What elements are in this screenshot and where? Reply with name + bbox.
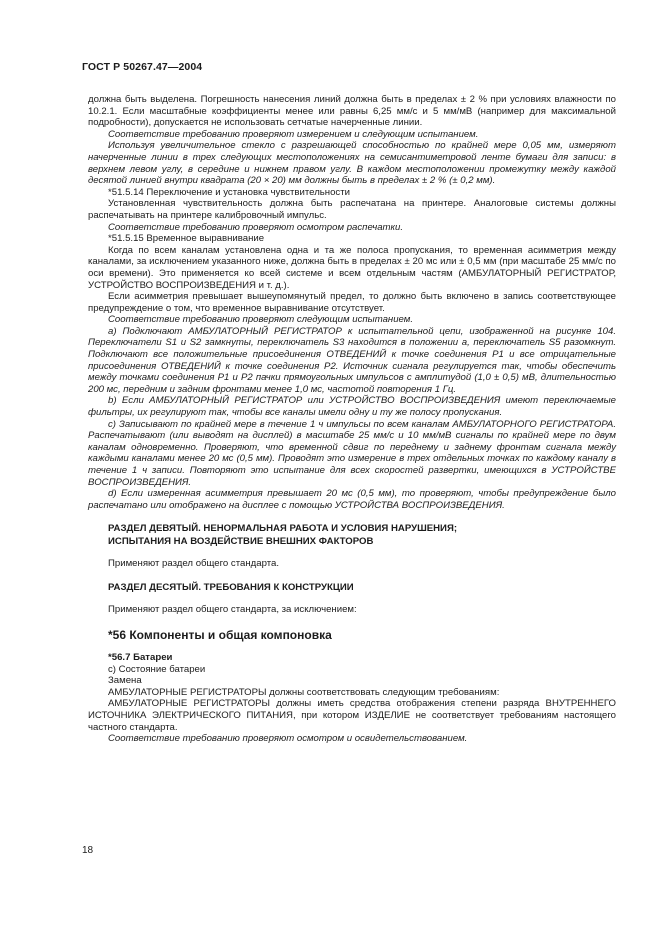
clause-requirement-text: АМБУЛАТОРНЫЕ РЕГИСТРАТОРЫ должны иметь средства отображения степени разряда ВНУТРЕННЕГО ИСТОЧНИКА ЭЛЕКТРИЧЕСКОГО ПИТАНИЯ, при котором ИЗДЕЛИЕ не соответствует требованиям настоящего частного стандарта. [88,698,616,733]
paragraph: Когда по всем каналам установлена одна и та же полоса пропускания, то временная асимметрия между каналами, за исключением указанного ниже, должна быть в пределах ± 20 мс или ± 0,5 мм (при масштабе 25 мм/с по оси времени). Это применяется ко всей системе и всем отдельным частям (АМБУЛАТОРНЫЙ РЕГИСТРАТОР, УСТРОЙСТВО ВОСПРОИЗВЕДЕНИЯ и т. д.). [88,244,616,291]
paragraph: Соответствие требованию проверяют измерением и следующим испытанием. [108,128,479,140]
paragraph: Соответствие требованию проверяют следующим испытанием. [108,314,414,326]
paragraph: Если асимметрия превышает вышеупомянутый предел, то должно быть включено в запись соответствующее предупреждение о том, что временное выравнивание отсутствует. [88,291,616,314]
paragraph: b) Если АМБУЛАТОРНЫЙ РЕГИСТРАТОР или УСТРОЙСТВО ВОСПРОИЗВЕДЕНИЯ имеют переключаемые фильтры, их регулируют так, чтобы все каналы имели одну и ту же полосу пропускания. [88,395,616,419]
paragraph: Соответствие требованию проверяют осмотром распечатки. [108,221,404,233]
paragraph: Установленная чувствительность должна быть распечатана на принтере. Аналоговые системы должны распечатывать на принтере калибровочный импульс. [88,198,616,221]
paragraph: Используя увеличительное стекло с разрешающей способностью по крайней мере 0,05 мм, измеряют начерченные линии в трех следующих местоположениях на семисантиметровой ленте бумаги для записи: в верхнем левом углу, в середине и нижнем правом углу. В каждом местоположении промежутку между каждой десятой линией внутри квадрата (20 × 20) мм должны быть в пределах ± 2 % (± 0,2 мм). [88,140,616,187]
clause-56-title: *56 Компоненты и общая компоновка [108,628,332,643]
clause-replace: Замена [108,675,142,687]
clause-requirement: АМБУЛАТОРНЫЕ РЕГИСТРАТОРЫ должны соответствовать следующим требованиям: [108,686,500,698]
clause-item: с) Состояние батареи [108,663,206,675]
section-nine-title: РАЗДЕЛ ДЕВЯТЫЙ. НЕНОРМАЛЬНАЯ РАБОТА И УСЛОВИЯ НАРУШЕНИЯ; [108,523,458,535]
paragraph: с) Записывают по крайней мере в течение 1 ч импульсы по всем каналам АМБУЛАТОРНОГО РЕГИСТРАТОРА. Распечатывают (или выводят на дисплей) в масштабе 25 мм/с и 10 мм/мВ сигналы по крайней мере по двум каналам одновременно. Проверяют, что временной сдвиг по переднему и заднему фронтам сигнала между каждыми каналами менее 20 мс (0,5 мм). Проводят это измерение в трех отдельных точках по каждому каналу в течение 1 ч записи. Повторяют это испытание для всех скоростей развертки, имеющихся в УСТРОЙСТВЕ ВОСПРОИЗВЕДЕНИЯ. [88,418,616,488]
section-ten-text: Применяют раздел общего стандарта, за исключением: [108,604,357,616]
paragraph: должна быть выделена. Погрешность нанесения линий должна быть в пределах ± 2 % при условиях влажности по 10.2.1. Если масштабные коэффициенты менее или равны 6,25 мм/с и 5 мм/мВ (например для максимальной подробности), допускается не использовать сетчатые начерченные линии. [88,94,616,129]
document-header: ГОСТ Р 50267.47—2004 [82,61,203,73]
clause-heading: *51.5.14 Переключение и установка чувствительности [108,186,350,198]
section-nine-title-cont: ИСПЫТАНИЯ НА ВОЗДЕЙСТВИЕ ВНЕШНИХ ФАКТОРОВ [108,535,374,547]
page-number: 18 [82,845,94,856]
paragraph: а) Подключают АМБУЛАТОРНЫЙ РЕГИСТРАТОР к испытательной цепи, изображенной на рисунке 104. Переключатели S1 и S2 замкнуты, переключатель S3 находится в положении а, переключатель S5 разомкнут. Подключают все положительные присоединения ОТВЕДЕНИЙ к точке соединения Р1 и все отрицательные присоединения ОТВЕДЕНИЙ к точке соединения Р2. Источник сигнала регулируется так, чтобы обеспечить между точками соединения Р1 и Р2 пачки прямоугольных импульсов с амплитудой (1,0 ± 0,5) мВ, длительностью 200 мс, передним и задним фронтами менее 1,0 мс, частотой повторения 1 Гц. [88,325,616,395]
clause-heading: *51.5.15 Временное выравнивание [108,233,265,245]
clause-56-7-title: *56.7 Батареи [108,652,173,664]
paragraph: d) Если измеренная асимметрия превышает 20 мс (0,5 мм), то проверяют, чтобы предупреждение было распечатано или отображено на дисплее с помощью УСТРОЙСТВА ВОСПРОИЗВЕДЕНИЯ. [88,488,616,511]
section-nine-text: Применяют раздел общего стандарта. [108,558,279,570]
section-ten-title: РАЗДЕЛ ДЕСЯТЫЙ. ТРЕБОВАНИЯ К КОНСТРУКЦИИ [108,581,354,593]
clause-check: Соответствие требованию проверяют осмотром и освидетельствованием. [108,733,468,745]
document-body [88,94,616,745]
